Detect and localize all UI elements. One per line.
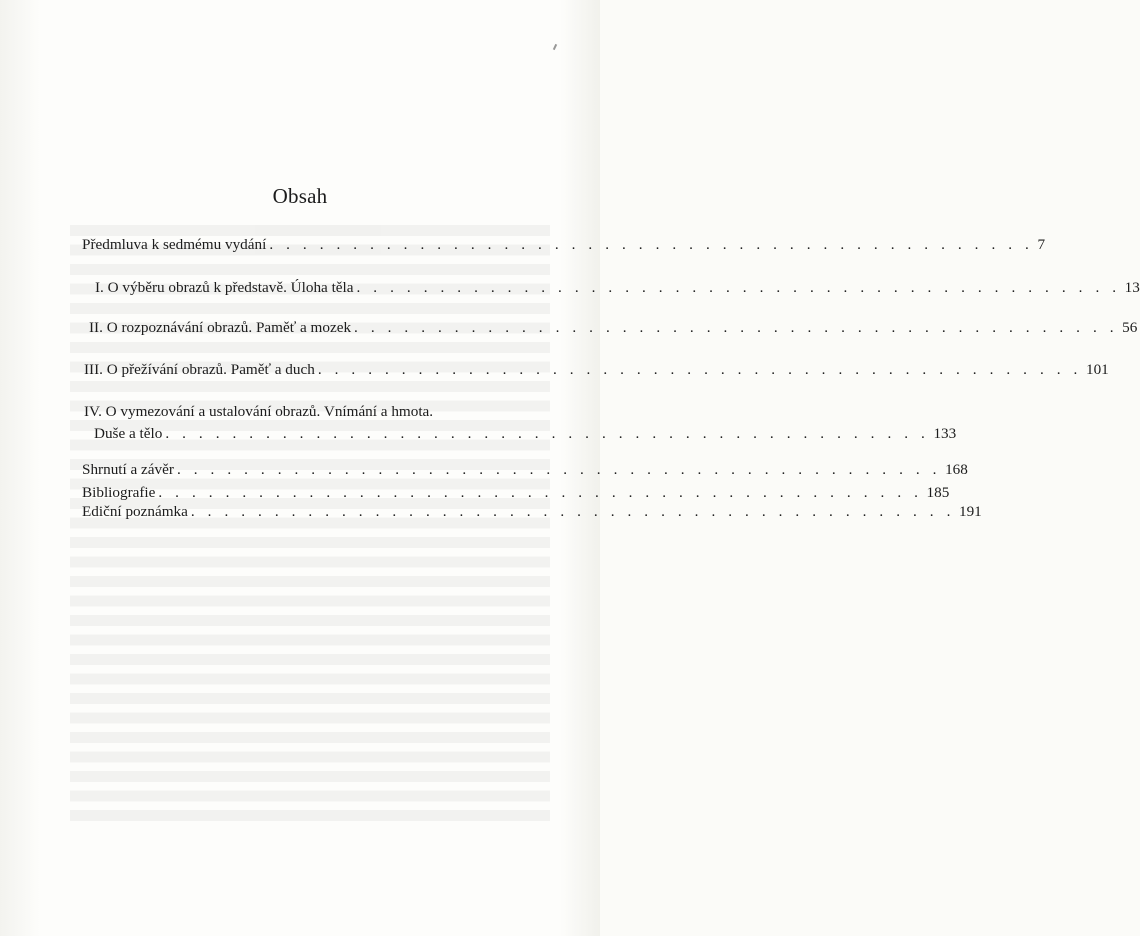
toc-entry[interactable] xyxy=(84,361,1109,379)
leader-dots: . . . . . . . . . . . . . . . . . . . . . . . . . . . . . . . . . . . . . . . . . . . . . . xyxy=(176,461,942,478)
toc-entry-page: 13 xyxy=(1124,279,1140,296)
toc-entry[interactable] xyxy=(94,425,957,443)
toc-entry-page: 56 xyxy=(1122,319,1138,336)
leader-dots: . . . . . . . . . . . . . . . . . . . . . . . . . . . . . . . . . . . . . . . . . . . . . . xyxy=(269,236,1034,253)
leader-dots: . . . . . . . . . . . . . . . . . . . . . . . . . . . . . . . . . . . . . . . . . . . . . . xyxy=(356,279,1121,296)
leader-dots: . . . . . . . . . . . . . . . . . . . . . . . . . . . . . . . . . . . . . . . . . . . . . . xyxy=(354,319,1119,336)
leader-dots: . . . . . . . . . . . . . . . . . . . . . . . . . . . . . . . . . . . . . . . . . . . . . . xyxy=(317,361,1082,378)
toc-entry-label: II. O rozpoznávání obrazů. Paměť a mozek xyxy=(89,319,352,336)
toc-entry[interactable] xyxy=(82,236,1046,254)
toc-entry-label: III. O přežívání obrazů. Paměť a duch xyxy=(84,361,315,378)
toc-entry-page: 168 xyxy=(945,461,968,478)
toc-entry[interactable] xyxy=(82,503,982,521)
toc-entry[interactable] xyxy=(82,461,968,479)
toc-entry[interactable] xyxy=(82,484,950,502)
toc-entry-page: 191 xyxy=(958,503,982,520)
toc-entry-label: Předmluva k sedmému vydání xyxy=(82,236,267,253)
toc-entry-label: Ediční poznámka xyxy=(82,503,188,520)
leader-dots: . . . . . . . . . . . . . . . . . . . . . . . . . . . . . . . . . . . . . . . . . . . . . . xyxy=(158,484,923,501)
pen-mark xyxy=(553,44,557,50)
toc-entry-page: 101 xyxy=(1085,361,1109,378)
leader-dots: . . . . . . . . . . . . . . . . . . . . . . . . . . . . . . . . . . . . . . . . . . . . . . xyxy=(165,425,930,442)
toc-entry-label: Bibliografie xyxy=(82,484,156,501)
toc-entry[interactable] xyxy=(89,319,1138,337)
toc-entry-label: Duše a tělo xyxy=(94,425,163,442)
toc-entry-label: I. O výběru obrazů k představě. Úloha těla xyxy=(95,279,354,296)
toc-title: Obsah xyxy=(272,184,328,208)
toc-entry-page: 7 xyxy=(1037,236,1046,253)
toc-entry-page: 185 xyxy=(926,484,950,501)
toc-entry[interactable] xyxy=(95,279,1140,297)
toc-entry-label-line1[interactable]: IV. O vymezování a ustalování obrazů. Vnímání a hmota. xyxy=(84,403,434,420)
toc-entry-label: Shrnutí a závěr xyxy=(82,461,174,478)
toc-entry-page: 133 xyxy=(933,425,957,442)
leader-dots: . . . . . . . . . . . . . . . . . . . . . . . . . . . . . . . . . . . . . . . . . . . . . . xyxy=(190,503,955,520)
